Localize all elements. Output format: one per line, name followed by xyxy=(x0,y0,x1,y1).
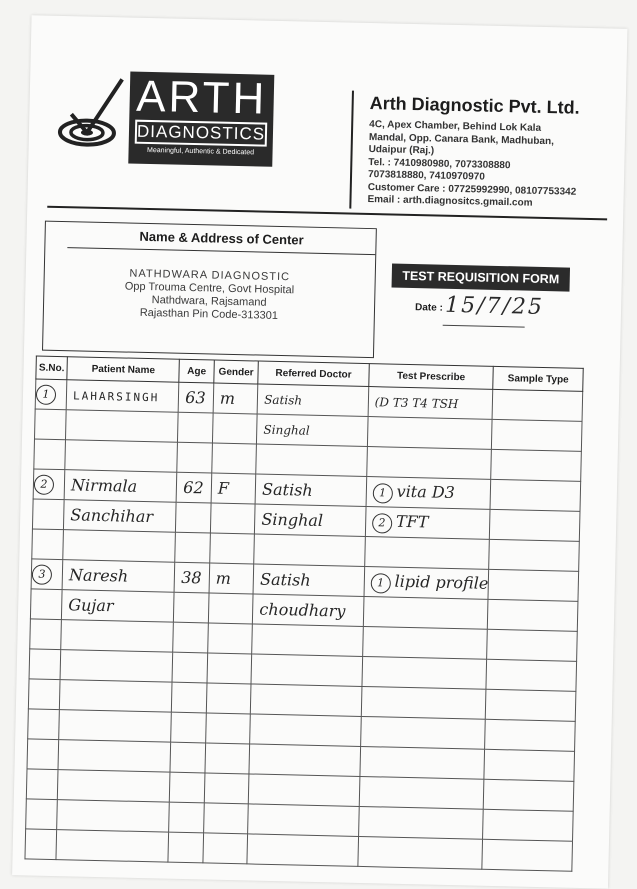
test-prescribed: vita D3 xyxy=(396,481,456,502)
test-number: 1 xyxy=(370,573,390,593)
company-email: Email : arth.diagnositcs.gmail.com xyxy=(367,193,533,209)
patient-age: 62 xyxy=(183,477,204,497)
header-sample-type: Sample Type xyxy=(493,366,583,391)
company-tel-1: Tel. : 7410980980, 7073308880 xyxy=(368,156,511,171)
header-test-prescribe: Test Prescribe xyxy=(369,364,494,390)
company-name: Arth Diagnostic Pvt. Ltd. xyxy=(369,92,580,118)
test-prescribed: TFT xyxy=(395,511,429,531)
patient-surname: Gujar xyxy=(68,594,114,615)
header-gender: Gender xyxy=(214,360,259,384)
doctor-first: Satish xyxy=(261,479,313,500)
test-prescribed: (D T3 T4 TSH xyxy=(374,394,459,411)
center-heading: Name & Address of Center xyxy=(67,222,376,255)
patient-gender: m xyxy=(219,388,236,408)
requisition-form-page xyxy=(12,15,627,888)
doctor-second: Singhal xyxy=(261,509,324,530)
customer-care: Customer Care : 07725992990, 08107753342 xyxy=(367,181,577,198)
patient-gender: m xyxy=(215,568,232,588)
patient-age: 63 xyxy=(185,387,206,407)
company-address-2: Mandal, Opp. Canara Bank, Madhuban, xyxy=(368,131,555,147)
patient-name: Naresh xyxy=(68,564,129,586)
doctor-second: choudhary xyxy=(259,599,346,621)
patient-name: LAHARSINGH xyxy=(72,388,160,404)
company-tel-2: 7073818880, 7410970970 xyxy=(367,168,485,183)
center-line-1: NATHDWARA DIAGNOSTIC xyxy=(129,267,291,284)
patient-surname: Sanchihar xyxy=(70,504,154,526)
company-logo xyxy=(128,72,274,167)
company-address-1: 4C, Apex Chamber, Behind Lok Kala xyxy=(369,118,542,134)
center-line-3: Nathdwara, Rajsamand xyxy=(151,294,267,309)
center-address-box xyxy=(42,221,377,358)
doctor-first: Satish xyxy=(259,569,311,590)
target-check-logo-icon xyxy=(57,72,129,154)
company-address-3: Udaipur (Raj.) xyxy=(368,143,435,157)
center-line-2: Opp Trouma Centre, Govt Hospital xyxy=(124,280,295,297)
row-number: 2 xyxy=(34,474,54,494)
patient-gender: F xyxy=(217,478,230,498)
test-prescribed: lipid profile xyxy=(394,571,489,593)
logo-word: ARTH xyxy=(135,71,268,124)
header-divider xyxy=(349,91,354,209)
row-number: 1 xyxy=(36,384,56,404)
logo-sub: DIAGNOSTICS xyxy=(135,120,268,147)
header-sno: S.No. xyxy=(36,356,68,380)
date-label: Date : xyxy=(414,302,443,314)
date-value: 15/7/25 xyxy=(444,292,545,320)
header-patient-name: Patient Name xyxy=(67,357,180,383)
header-referred-doctor: Referred Doctor xyxy=(258,361,369,387)
row-number: 3 xyxy=(32,564,52,584)
logo-tagline: Meaningful, Authentic & Dedicated xyxy=(146,146,255,157)
sample-type-cell xyxy=(493,389,583,421)
patient-name: Nirmala xyxy=(70,474,138,496)
company-info xyxy=(367,93,610,212)
header-age: Age xyxy=(179,359,214,383)
test-number: 1 xyxy=(372,483,392,503)
date-underline xyxy=(443,325,525,328)
center-stamp xyxy=(44,266,375,325)
patient-age: 38 xyxy=(181,567,202,587)
center-line-4: Rajasthan Pin Code-313301 xyxy=(139,306,279,322)
test-number: 2 xyxy=(372,513,392,533)
doctor-first: Satish xyxy=(264,392,303,408)
patient-table xyxy=(24,355,583,871)
doctor-second: Singhal xyxy=(263,422,310,438)
form-title: TEST REQUISITION FORM xyxy=(392,264,570,292)
